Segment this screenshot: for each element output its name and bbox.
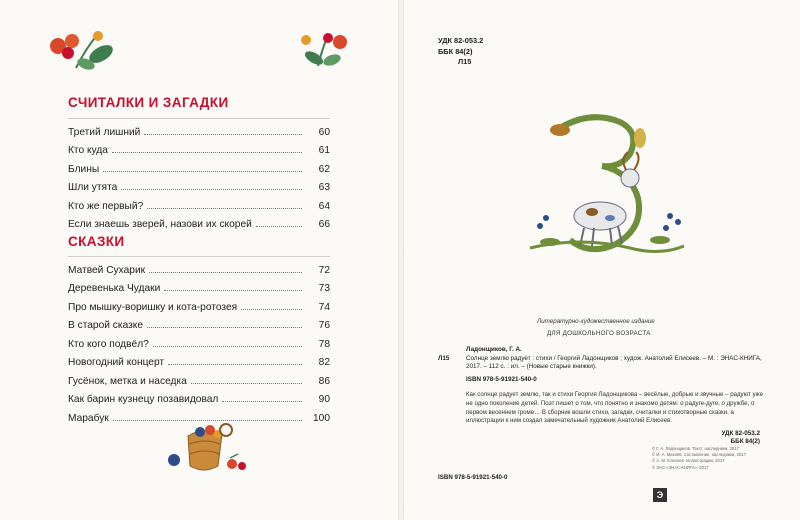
toc-entry <box>68 294 330 313</box>
toc-leader-dots <box>121 189 302 190</box>
toc-leader-dots <box>144 134 302 135</box>
bbk-code: ББК 84(2) <box>438 46 473 56</box>
toc-entry <box>68 212 330 231</box>
toc-leader-dots <box>153 346 302 347</box>
toc-entry-page: 66 <box>318 219 330 230</box>
toc-entry <box>68 138 330 157</box>
toc-entry <box>68 193 330 212</box>
strawberry-branch-icon <box>46 28 116 74</box>
author-mark: Л15 <box>458 57 472 66</box>
genre-caption: Литературно-художественное издание <box>537 318 655 325</box>
section-title-fairy-tales: СКАЗКИ <box>68 234 125 249</box>
toc-entry <box>68 313 330 332</box>
section-title-counting-rhymes: СЧИТАЛКИ И ЗАГАДКИ <box>68 95 229 110</box>
toc-entry-title: Блины <box>68 163 100 175</box>
toc-entry-page: 74 <box>318 301 330 313</box>
author-name: Ладонщиков, Г. А. <box>466 346 522 353</box>
toc-entry <box>68 387 330 406</box>
isbn: ISBN 978-5-91921-540-0 <box>466 375 537 383</box>
toc-entry-title: Как барин кузнецу позавидовал <box>68 394 219 405</box>
book-gutter <box>398 0 404 520</box>
copyright-line: © ЗАО «ЭНАС-КНИГА», 2017 <box>652 464 709 470</box>
toc-leader-dots <box>103 171 302 172</box>
toc-entry-page: 78 <box>318 338 330 350</box>
book-description: Солнце землю радует : стихи / Георгий Ладонщиков ; худож. Анатолий Елисеев. – М. : ЭНАС-КНИГА, 2017. – 112 с. : ил. – (Новые старые книжки). <box>466 354 762 371</box>
copyright-line: © И. А. Махнёв. Составление, наследники, 2017 <box>652 452 747 458</box>
toc-leader-dots <box>241 309 302 310</box>
toc-entry-page: 64 <box>318 200 330 212</box>
book-abstract: Как солнце радует землю, так и стихи Георгия Ладонщикова – весёлые, добрые и звучные – радуют уже не одно поколение детей. Поэт пишет о том, что понятно и знакомо детям: о радуге-дуге, о дружбе, о первом весеннем громе… В сборник вошли стихи, загадки, считалки и стихотворные сказки, а иллюстрации к ним создал замечательный художник Анатолий Елисеев. <box>466 391 764 425</box>
basket-with-berries-icon <box>160 416 250 478</box>
strawberry-branch-icon <box>298 30 354 70</box>
toc-leader-dots <box>256 226 302 227</box>
toc-entry-title: Марабук <box>68 412 109 424</box>
toc-entry-title: Кто же первый? <box>68 200 144 212</box>
toc-leader-dots <box>147 327 302 328</box>
toc-leader-dots <box>191 383 302 384</box>
toc-entry-page: 72 <box>318 264 330 276</box>
udk-block-bottom <box>721 430 760 447</box>
toc-entry <box>68 175 330 194</box>
toc-entry-page: 62 <box>318 163 330 175</box>
bibliographic-record <box>438 346 768 384</box>
toc-entry <box>68 276 330 295</box>
copyright-block <box>652 446 746 471</box>
toc-entry-page: 73 <box>318 283 330 294</box>
toc-entry-title: Кто куда <box>68 145 108 156</box>
toc-entry-title: Кто кого подвёл? <box>68 338 149 350</box>
toc-entry-page: 76 <box>318 320 330 331</box>
copyright-line: © А. М. Елисеев. Иллюстрации, 2017 <box>652 458 725 464</box>
toc-entry-title: В старой сказке <box>68 320 144 331</box>
udk-block-top <box>438 36 483 68</box>
toc-leader-dots <box>147 208 302 209</box>
toc-entry-page: 61 <box>318 145 330 156</box>
copyright-line: © Г. А. Ладонщиков. Текст, наследники, 2017 <box>652 446 739 451</box>
toc-entry-title: Деревенька Чудаки <box>68 283 161 294</box>
toc-entry-title: Если знаешь зверей, назови их скорей <box>68 219 252 230</box>
toc-section-fairy-tales <box>68 256 330 424</box>
toc-entry-page: 90 <box>318 394 330 405</box>
toc-leader-dots <box>112 152 302 153</box>
toc-entry-page: 100 <box>313 412 330 424</box>
toc-entry-title: Матвей Сухарик <box>68 264 146 276</box>
toc-entry-title: Новогодний концерт <box>68 357 165 368</box>
toc-entry <box>68 368 330 387</box>
toc-entry <box>68 118 330 138</box>
udk-code: УДК 82-053.2 <box>721 430 760 437</box>
toc-leader-dots <box>149 272 302 273</box>
toc-entry <box>68 350 330 369</box>
toc-leader-dots <box>222 401 302 402</box>
age-caption: ДЛЯ ДОШКОЛЬНОГО ВОЗРАСТА <box>547 330 651 337</box>
toc-entry-page: 82 <box>318 357 330 368</box>
isbn-bottom: ISBN 978-5-91921-540-0 <box>438 474 508 481</box>
udk-code: УДК 82-053.2 <box>438 36 484 45</box>
toc-entry-title: Шли утята <box>68 182 118 193</box>
toc-entry-page: 60 <box>318 126 330 138</box>
toc-leader-dots <box>164 290 302 291</box>
toc-section-counting-rhymes <box>68 118 330 230</box>
toc-entry-title: Про мышку-воришку и кота-ротозея <box>68 301 238 313</box>
publisher-logo: Э <box>653 488 667 502</box>
toc-entry-page: 63 <box>318 182 330 193</box>
bbk-code: ББК 84(2) <box>730 438 760 446</box>
toc-leader-dots <box>168 364 302 365</box>
author-code: Л15 <box>438 354 450 362</box>
toc-entry <box>68 256 330 276</box>
toc-entry <box>68 331 330 350</box>
toc-entry-title: Гусёнок, метка и наседка <box>68 375 187 387</box>
goat-letter-illustration <box>520 108 690 268</box>
toc-entry-title: Третий лишний <box>68 126 141 138</box>
toc-entry <box>68 156 330 175</box>
toc-entry-page: 86 <box>318 375 330 387</box>
